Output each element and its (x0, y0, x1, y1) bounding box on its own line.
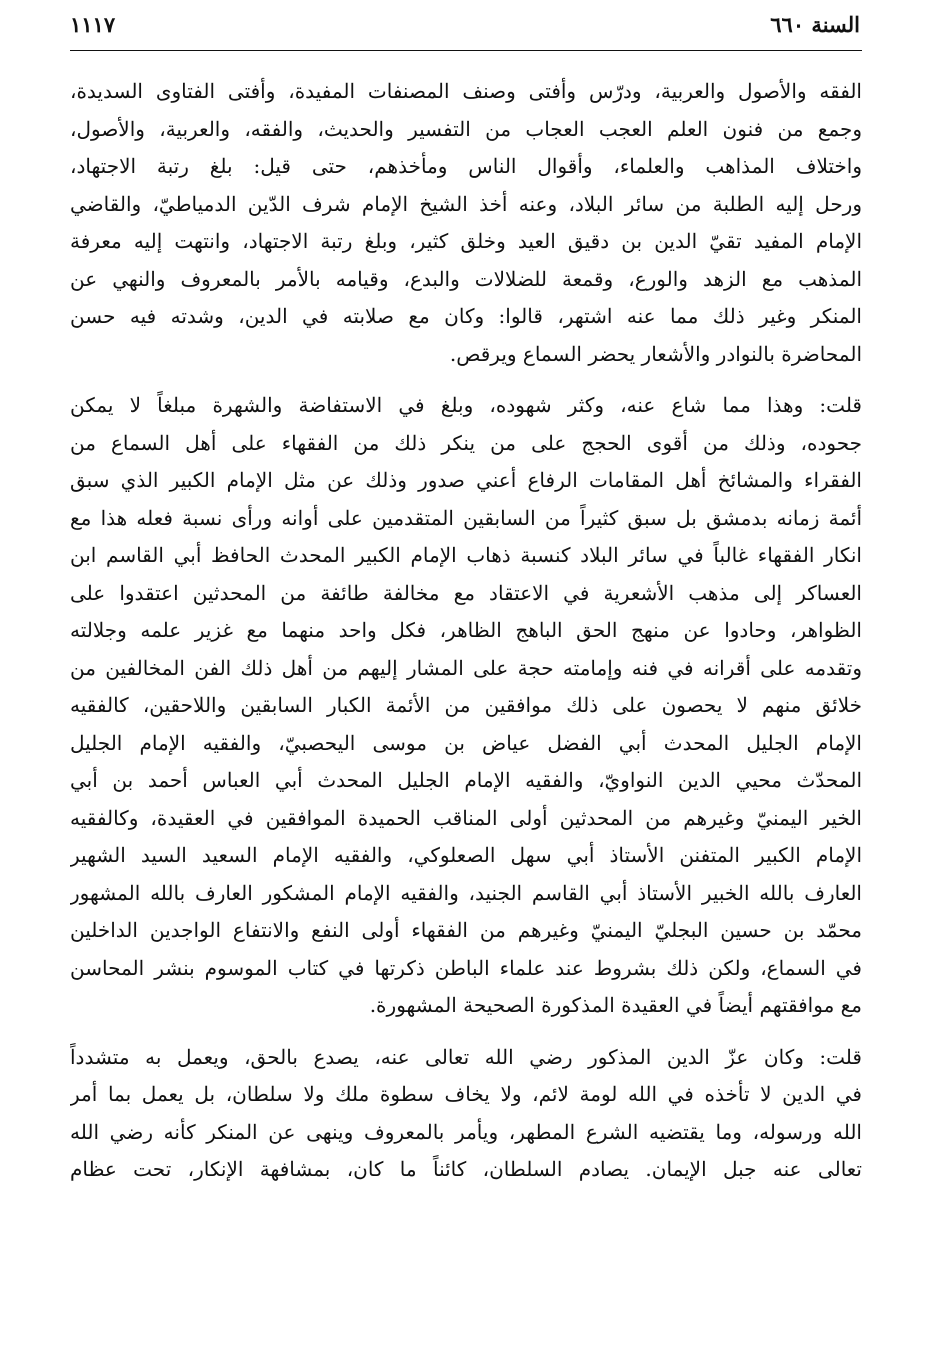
text-line: وتقدمه على أقرانه في فنه وإمامته حجة على المشار إليهم من أهل ذلك الفن المخالفين من (70, 655, 862, 680)
text-line: ورحل إليه الطلبة من سائر البلاد، وعنه أخذ الشيخ الإمام شرف الدّين الدمياطيّ، والقاضي (70, 191, 862, 216)
text-line: المنكر وغير ذلك مما عنه اشتهر، قالوا: وكان مع صلابته في الدين، وشدته فيه حسن (70, 304, 862, 328)
paragraph-3 (70, 1039, 862, 1189)
text-line: في السماع، ولكن ذلك بشروط عند علماء الباطن ذكرتها في كتاب الموسوم بنشر المحاسن (70, 955, 862, 980)
text-line: واختلاف المذاهب والعلماء، وأقوال الناس ومأخذهم، حتى قيل: بلغ رتبة الاجتهاد، (70, 154, 862, 178)
text-line: الفقه والأصول والعربية، ودرّس وأفتى وصنف المصنفات المفيدة، وأفتى الفتاوى السديدة، (70, 79, 862, 103)
text-line: الظواهر، وحادوا عن منهج الحق الباهج الظاهر، فكل واحد منهما مع غزير علمه وجلالته (70, 618, 862, 642)
page-number: ١١١٧ (70, 12, 116, 37)
text-line: قلت: وهذا مما شاع عنه، وكثر شهوده، وبلغ في الاستفاضة والشهرة مبلغاً لا يمكن (70, 393, 862, 417)
text-line: الإمام المفيد تقيّ الدين بن دقيق العيد وخلق كثير، وبلغ رتبة الاجتهاد، وانتهت إليه معرفة (70, 229, 862, 253)
page-header (70, 10, 862, 51)
paragraph-2 (70, 387, 862, 1025)
text-line: مع موافقتهم أيضاً في العقيدة المذكورة الصحيحة المشهورة. (369, 993, 862, 1017)
paragraph-1 (70, 73, 862, 373)
text-line: الإمام الجليل المحدث أبي الفضل عياض بن موسى اليحصبيّ، والفقيه الإمام الجليل (70, 730, 862, 755)
text-line: انكار الفقهاء غالباً في سائر البلاد كنسبة ذهاب الإمام الكبير المحدث الحافظ أبي القاسم ابن (70, 543, 862, 567)
text-line: محمّد بن حسين البجليّ اليمنيّ وغيرهم من الفقهاء أولى النفع والانتفاع الواجدين الداخلين (70, 918, 862, 942)
text-line: أئمة زمانه بدمشق بل سبق كثيراً من السابقين المتقدمين على أوانه ورأى نسبة فعله هذا مع (70, 505, 862, 530)
text-line: المحدّث محيي الدين النواويّ، والفقيه الإمام الجليل المحدث أبي العباس أحمد بن أبي (70, 768, 862, 792)
text-line: وجمع من فنون العلم العجب العجاب من التفسير والحديث، والفقه، والعربية، والأصول، (70, 116, 862, 141)
text-line: الله ورسوله، وما يقتضيه الشرع المطهر، ويأمر بالمعروف وينهى عن المنكر كأنه رضي الله (70, 1119, 862, 1144)
text-line: الفقراء والمشائخ أهل المقامات الرفاع أعني صدور وذلك عن مثل الإمام الكبير الذي سبق (70, 468, 862, 492)
text-line: المحاضرة بالنوادر والأشعار يحضر السماع ويرقص. (449, 341, 862, 366)
book-page (70, 10, 862, 1350)
running-head-year: السنة ٦٦٠ (770, 12, 860, 37)
text-line: المذهب مع الزهد والورع، وقمعة للضلالات والبدع، وقيامه بالأمر بالمعروف والنهي عن (70, 266, 862, 291)
text-line: العارف بالله الخبير الأستاذ أبي القاسم الجنيد، والفقيه الإمام المشكور العارف بالله المشهور (70, 880, 862, 905)
text-line: الإمام الكبير المتفنن الأستاذ أبي سهل الصعلوكي، والفقيه الإمام السعيد السيد الشهير (70, 843, 862, 867)
text-line: في الدين لا تأخذه في الله لومة لائم، ولا يخاف سطوة ملك ولا سلطان، بل يعمل بما أمر (70, 1082, 862, 1106)
text-line: قلت: وكان عزّ الدين المذكور رضي الله تعالى عنه، يصدع بالحق، ويعمل به متشدداً (70, 1044, 862, 1069)
text-line: جحوده، وذلك من أقوى الحجج على من ينكر ذلك من الفقهاء على أهل السماع من (70, 430, 862, 455)
page-body (70, 51, 862, 1189)
text-line: الخير اليمنيّ وغيرهم من المحدثين أولى المناقب الحميدة الموافقين في العقيدة، وكالفقيه (70, 805, 862, 830)
text-line: تعالى عنه جبل الإيمان. يصادم السلطان، كائناً ما كان، بمشافهة الإنكار، تحت عظام (70, 1157, 862, 1181)
text-line: خلائق منهم لا يحصون على ذلك موافقين من الأئمة الكبار السابقين واللاحقين، كالفقيه (70, 693, 862, 717)
text-line: العساكر إلى مذهب الأشعرية في الاعتقاد مع مخالفة طائفة من المحدثين اعتقدوا على (70, 580, 862, 605)
